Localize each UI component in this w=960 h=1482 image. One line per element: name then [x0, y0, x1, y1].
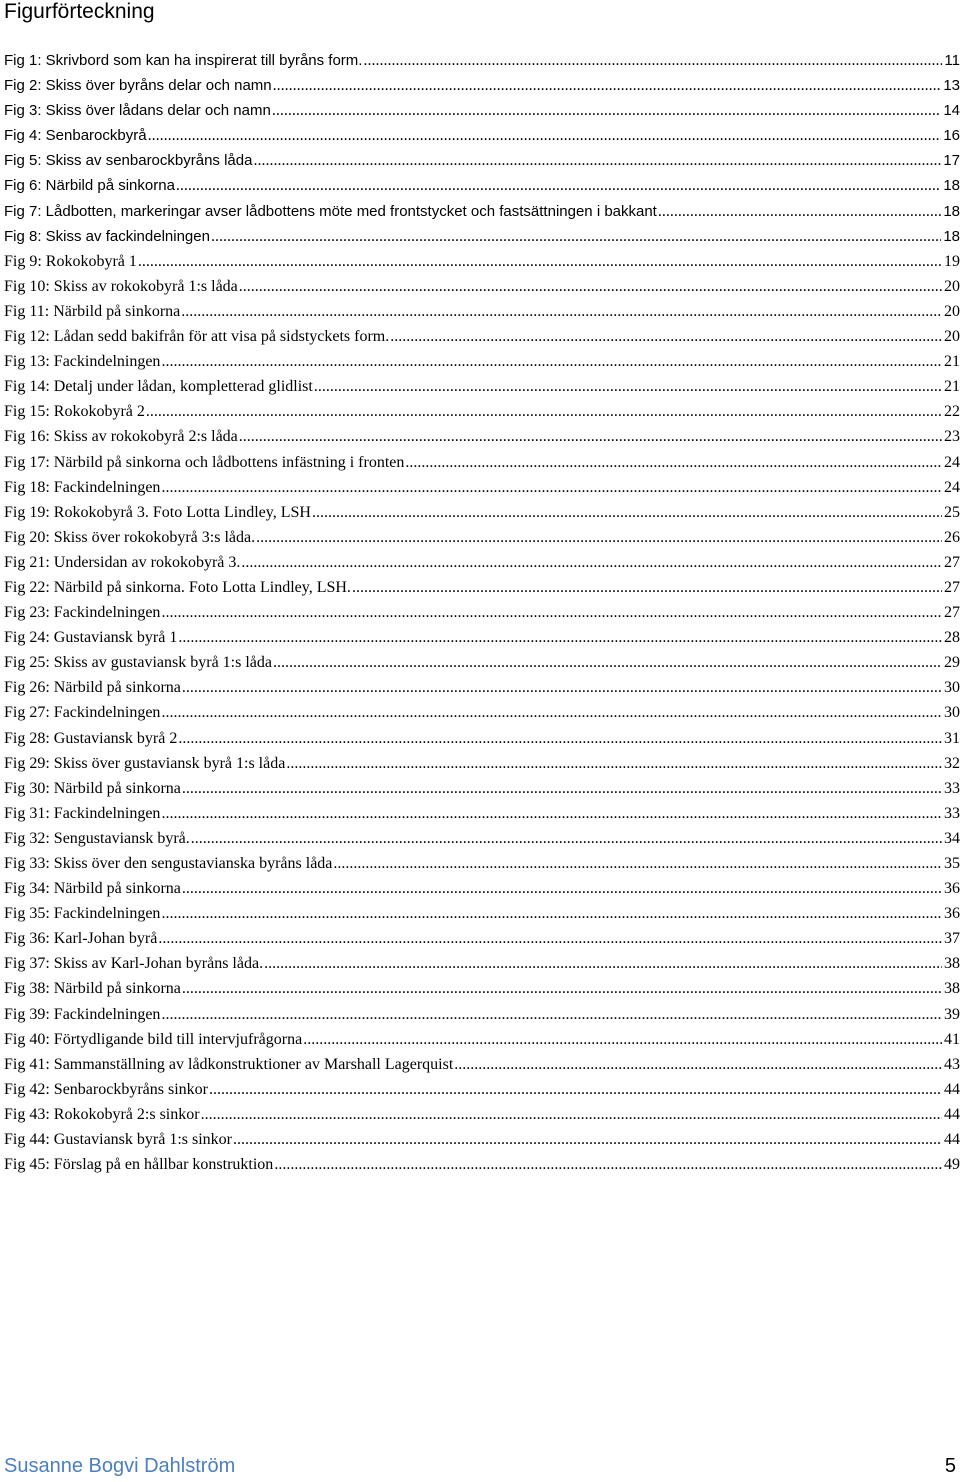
figure-caption: Fig 15: Rokokobyrå 2 [4, 403, 145, 421]
figure-caption: Fig 1: Skrivbord som kan ha inspirerat till byråns form. [4, 52, 363, 69]
dot-leader [239, 424, 942, 449]
dot-leader [161, 475, 942, 500]
figure-list-entry[interactable] [4, 1002, 960, 1027]
figure-list-entry[interactable] [4, 926, 960, 951]
dot-leader [176, 173, 941, 198]
figure-page-number: 21 [944, 378, 960, 396]
figure-list-entry[interactable] [4, 399, 960, 424]
dot-leader [182, 976, 942, 1001]
footer-page-number: 5 [944, 1454, 956, 1477]
figure-list [4, 48, 960, 1177]
figure-caption: Fig 37: Skiss av Karl-Johan byråns låda. [4, 955, 264, 973]
dot-leader [182, 876, 942, 901]
figure-list-entry[interactable] [4, 776, 960, 801]
figure-list-entry[interactable] [4, 374, 960, 399]
figure-caption: Fig 41: Sammanställning av lådkonstruktioner av Marshall Lagerquist [4, 1055, 454, 1073]
figure-page-number: 29 [944, 654, 960, 672]
figure-list-entry[interactable] [4, 625, 960, 650]
figure-page-number: 32 [944, 754, 960, 772]
figure-list-entry[interactable] [4, 224, 960, 249]
figure-page-number: 35 [944, 855, 960, 872]
figure-caption: Fig 18: Fackindelningen [4, 478, 161, 496]
figure-caption: Fig 29: Skiss över gustaviansk byrå 1:s låda [4, 754, 286, 772]
figure-list-entry[interactable] [4, 575, 960, 600]
figure-caption: Fig 45: Förslag på en hållbar konstruktion [4, 1156, 274, 1174]
dot-leader [181, 299, 942, 324]
figure-list-entry[interactable] [4, 424, 960, 449]
figure-caption: Fig 8: Skiss av fackindelningen [4, 227, 210, 245]
dot-leader [314, 374, 942, 399]
dot-leader [233, 1127, 942, 1152]
figure-caption: Fig 19: Rokokobyrå 3. Foto Lotta Lindley, LSH [4, 503, 311, 521]
figure-list-entry[interactable] [4, 976, 960, 1001]
figure-caption: Fig 43: Rokokobyrå 2:s sinkor [4, 1105, 200, 1123]
figure-page-number: 30 [944, 704, 960, 722]
figure-page-number: 14 [943, 102, 960, 120]
figure-caption: Fig 2: Skiss över byråns delar och namn [4, 77, 272, 95]
figure-list-entry[interactable] [4, 851, 960, 876]
dot-leader [312, 500, 942, 525]
figure-list-entry[interactable] [4, 700, 960, 725]
dot-leader [256, 525, 942, 550]
dot-leader [146, 399, 942, 424]
figure-list-entry[interactable] [4, 801, 960, 826]
figure-list-entry[interactable] [4, 675, 960, 700]
figure-caption: Fig 12: Lådan sedd bakifrån för att visa på sidstyckets form. [4, 328, 390, 346]
figure-caption: Fig 7: Lådbotten, markeringar avser lådbottens möte med frontstycket och fastsättningen i bakkant [4, 202, 657, 220]
figure-page-number: 20 [944, 277, 960, 295]
dot-leader [191, 826, 942, 851]
figure-page-number: 44 [944, 1080, 960, 1098]
figure-caption: Fig 20: Skiss över rokokobyrå 3:s låda. [4, 528, 256, 546]
figure-list-entry[interactable] [4, 901, 960, 926]
figure-caption: Fig 38: Närbild på sinkorna [4, 980, 181, 998]
figure-page-number: 19 [944, 252, 960, 270]
figure-page-number: 38 [944, 980, 960, 998]
figure-list-entry[interactable] [4, 173, 960, 198]
figure-page-number: 33 [944, 804, 960, 822]
dot-leader [148, 123, 942, 148]
figure-page-number: 34 [944, 829, 960, 847]
figure-caption: Fig 27: Fackindelningen [4, 704, 161, 722]
figure-page-number: 24 [944, 478, 960, 496]
figure-page-number: 11 [944, 52, 960, 69]
figure-page-number: 31 [944, 729, 960, 747]
figure-page-number: 27 [944, 578, 960, 596]
dot-leader [161, 1002, 942, 1027]
dot-leader [272, 98, 942, 123]
figure-list-entry[interactable] [4, 274, 960, 299]
figure-page-number: 49 [944, 1156, 960, 1174]
dot-leader [201, 1102, 942, 1127]
figure-caption: Fig 35: Fackindelningen [4, 905, 161, 923]
figure-page-number: 28 [944, 629, 960, 647]
figure-page-number: 30 [944, 679, 960, 697]
figure-page-number: 41 [944, 1030, 960, 1048]
figure-page-number: 44 [944, 1105, 960, 1123]
figure-caption: Fig 44: Gustaviansk byrå 1:s sinkor [4, 1131, 232, 1149]
dot-leader [178, 625, 942, 650]
figure-list-entry[interactable] [4, 475, 960, 500]
figure-page-number: 23 [944, 428, 960, 446]
figure-page-number: 38 [944, 955, 960, 973]
figure-list-entry[interactable] [4, 1052, 960, 1077]
figure-page-number: 43 [944, 1055, 960, 1073]
dot-leader [211, 224, 941, 249]
figure-list-entry[interactable] [4, 500, 960, 525]
figure-page-number: 18 [943, 202, 960, 220]
figure-list-entry[interactable] [4, 525, 960, 550]
figure-list-entry[interactable] [4, 951, 960, 976]
page-title: Figurförteckning [4, 0, 155, 23]
figure-list-entry[interactable] [4, 299, 960, 324]
dot-leader [363, 48, 942, 73]
dot-leader [273, 73, 942, 98]
figure-caption: Fig 39: Fackindelningen [4, 1005, 161, 1023]
figure-list-entry[interactable] [4, 1127, 960, 1152]
dot-leader [264, 951, 942, 976]
figure-list-entry[interactable] [4, 73, 960, 98]
figure-page-number: 22 [944, 403, 960, 421]
dot-leader [209, 1077, 942, 1102]
dot-leader [161, 801, 942, 826]
figure-list-entry[interactable] [4, 650, 960, 675]
figure-page-number: 39 [944, 1005, 960, 1023]
figure-list-entry[interactable] [4, 751, 960, 776]
figure-page-number: 18 [943, 177, 960, 195]
figure-list-entry[interactable] [4, 249, 960, 274]
dot-leader [161, 700, 942, 725]
figure-page-number: 27 [944, 604, 960, 622]
figure-caption: Fig 42: Senbarockbyråns sinkor [4, 1080, 208, 1098]
figure-caption: Fig 40: Förtydligande bild till intervjufrågorna [4, 1030, 303, 1048]
figure-caption: Fig 22: Närbild på sinkorna. Foto Lotta Lindley, LSH. [4, 578, 351, 596]
figure-list-entry[interactable] [4, 826, 960, 851]
figure-page-number: 44 [944, 1131, 960, 1149]
figure-page-number: 13 [943, 77, 960, 95]
figure-list-entry[interactable] [4, 1027, 960, 1052]
dot-leader [161, 349, 942, 374]
figure-caption: Fig 26: Närbild på sinkorna [4, 679, 181, 697]
figure-list-entry[interactable] [4, 450, 960, 475]
figure-page-number: 25 [944, 503, 960, 521]
dot-leader [158, 926, 942, 951]
figure-page-number: 24 [944, 453, 960, 471]
figure-page-number: 36 [944, 905, 960, 923]
figure-list-entry[interactable] [4, 600, 960, 625]
figure-list-entry[interactable] [4, 349, 960, 374]
figure-page-number: 16 [943, 127, 960, 145]
dot-leader [138, 249, 942, 274]
figure-list-entry[interactable] [4, 550, 960, 575]
dot-leader [253, 148, 941, 173]
dot-leader [161, 901, 942, 926]
figure-page-number: 26 [944, 528, 960, 546]
figure-caption: Fig 21: Undersidan av rokokobyrå 3. [4, 553, 241, 571]
figure-caption: Fig 32: Sengustaviansk byrå. [4, 829, 190, 847]
dot-leader [352, 575, 942, 600]
figure-caption: Fig 36: Karl-Johan byrå [4, 930, 158, 948]
dot-leader [239, 274, 942, 299]
figure-caption: Fig 31: Fackindelningen [4, 804, 161, 822]
figure-caption: Fig 30: Närbild på sinkorna [4, 779, 181, 797]
figure-caption: Fig 9: Rokokobyrå 1 [4, 252, 137, 270]
figure-page-number: 37 [944, 930, 960, 948]
figure-list-entry[interactable] [4, 199, 960, 224]
dot-leader [333, 851, 942, 876]
footer-author: Susanne Bogvi Dahlström [4, 1454, 236, 1477]
figure-page-number: 21 [944, 353, 960, 371]
figure-list-entry[interactable] [4, 148, 960, 173]
figure-page-number: 36 [944, 880, 960, 898]
figure-list-entry[interactable] [4, 1152, 960, 1177]
figure-caption: Fig 16: Skiss av rokokobyrå 2:s låda [4, 428, 238, 446]
dot-leader [182, 776, 942, 801]
dot-leader [273, 650, 942, 675]
dot-leader [274, 1152, 942, 1177]
figure-page-number: 18 [943, 227, 960, 245]
figure-list-entry[interactable] [4, 48, 960, 73]
dot-leader [454, 1052, 942, 1077]
figure-page-number: 20 [944, 302, 960, 320]
figure-caption: Fig 14: Detalj under lådan, kompletterad glidlist [4, 378, 313, 396]
figure-list-entry[interactable] [4, 1077, 960, 1102]
figure-caption: Fig 24: Gustaviansk byrå 1 [4, 629, 178, 647]
dot-leader [303, 1027, 942, 1052]
figure-page-number: 33 [944, 779, 960, 797]
figure-caption: Fig 11: Närbild på sinkorna [4, 302, 181, 320]
figure-list-entry[interactable] [4, 98, 960, 123]
figure-caption: Fig 33: Skiss över den sengustavianska byråns låda [4, 855, 333, 872]
dot-leader [390, 324, 942, 349]
figure-caption: Fig 4: Senbarockbyrå [4, 127, 147, 145]
figure-caption: Fig 17: Närbild på sinkorna och lådbottens infästning i fronten [4, 453, 405, 471]
figure-caption: Fig 25: Skiss av gustaviansk byrå 1:s låda [4, 654, 272, 672]
dot-leader [405, 450, 942, 475]
figure-list-entry[interactable] [4, 726, 960, 751]
figure-list-entry[interactable] [4, 876, 960, 901]
dot-leader [241, 550, 942, 575]
page-footer [4, 1453, 956, 1479]
figure-caption: Fig 5: Skiss av senbarockbyråns låda [4, 152, 253, 170]
dot-leader [161, 600, 942, 625]
figure-page-number: 20 [944, 328, 960, 346]
figure-caption: Fig 6: Närbild på sinkorna [4, 177, 175, 195]
dot-leader [178, 726, 942, 751]
figure-list-entry[interactable] [4, 123, 960, 148]
dot-leader [286, 751, 942, 776]
dot-leader [182, 675, 942, 700]
figure-list-entry[interactable] [4, 324, 960, 349]
figure-caption: Fig 28: Gustaviansk byrå 2 [4, 729, 178, 747]
figure-caption: Fig 23: Fackindelningen [4, 604, 161, 622]
figure-caption: Fig 13: Fackindelningen [4, 353, 161, 371]
dot-leader [658, 199, 941, 224]
figure-caption: Fig 10: Skiss av rokokobyrå 1:s låda [4, 277, 238, 295]
figure-caption: Fig 34: Närbild på sinkorna [4, 880, 181, 898]
figure-page-number: 27 [944, 553, 960, 571]
figure-list-entry[interactable] [4, 1102, 960, 1127]
figure-caption: Fig 3: Skiss över lådans delar och namn [4, 102, 271, 120]
figure-page-number: 17 [943, 152, 960, 170]
